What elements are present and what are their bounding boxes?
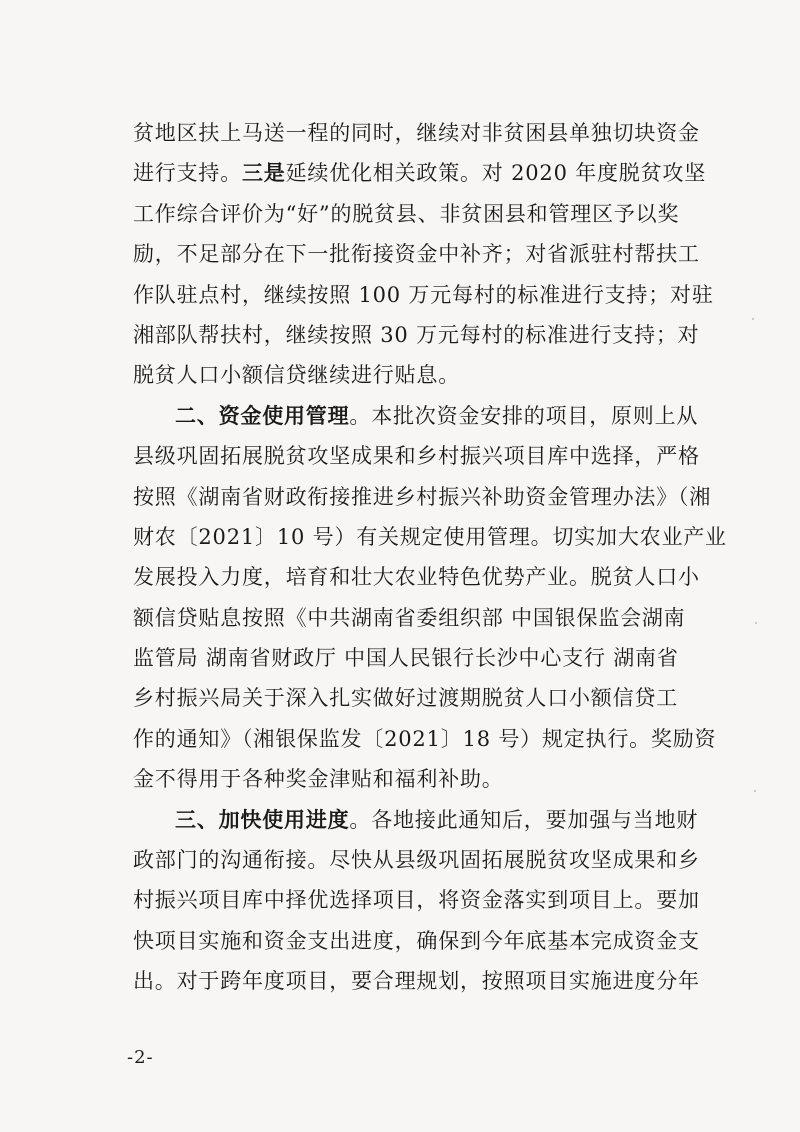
scan-mark: [752, 318, 754, 320]
paragraph-heading-line: [133, 396, 699, 436]
text-line: [133, 678, 678, 718]
text-segment: 工作综合评价为“好”的脱贫县、非贫困县和管理区予以奖: [133, 201, 680, 226]
text-segment: 。本批次资金安排的项目，原则上从: [349, 403, 699, 428]
text-segment: 监管局 湖南省财政厅 中国人民银行长沙中心支行 湖南省: [133, 646, 679, 671]
text-line: [133, 921, 700, 961]
text-segment: 。各地接此通知后，要加强与当地财: [349, 807, 699, 832]
text-segment: 金不得用于各种奖金津贴和福利补助。: [133, 767, 504, 792]
text-line: [133, 598, 686, 638]
text-segment: 发展投入力度，培育和壮大农业特色优势产业。脱贫人口小: [133, 565, 700, 590]
text-segment: 村振兴项目库中择优选择项目，将资金落实到项目上。要加: [133, 888, 700, 913]
bold-text-segment: 三、加快使用进度: [175, 806, 350, 832]
text-segment: 县级巩固拓展脱贫攻坚成果和乡村振兴项目库中选择，严格: [133, 444, 700, 469]
text-segment: 乡村振兴局关于深入扎实做好过渡期脱贫人口小额信贷工: [133, 686, 678, 711]
text-line: [133, 153, 707, 193]
text-segment: 按照《湖南省财政衔接推进乡村振兴补助资金管理办法》（湘: [133, 484, 712, 509]
text-segment: 湘部队帮扶村，继续按照 30 万元每村的标准进行支持；对: [133, 322, 700, 347]
text-line: [133, 113, 700, 153]
text-segment: 脱贫人口小额信贷继续进行贴息。: [133, 363, 460, 388]
text-line: [133, 880, 700, 920]
document-body: [133, 113, 727, 1002]
text-line: [133, 840, 700, 880]
page-number: -2-: [127, 1047, 154, 1068]
text-line: [133, 275, 714, 315]
text-segment: 贫地区扶上马送一程的同时，继续对非贫困县单独切块资金: [133, 121, 700, 145]
text-line: [133, 234, 700, 274]
text-segment: 出。对于跨年度项目，要合理规划，按照项目实施进度分年: [133, 969, 700, 994]
text-segment: 财农〔2021〕10 号）有关规定使用管理。切实加大农业产业: [133, 524, 727, 549]
text-line: [133, 355, 669, 395]
scan-mark: [754, 790, 756, 792]
text-line: [133, 638, 679, 678]
text-segment: 作的通知》（湘银保监发〔2021〕18 号）规定执行。奖励资: [133, 726, 717, 751]
scan-mark: [755, 622, 757, 624]
text-segment: 作队驻点村，继续按照 100 万元每村的标准进行支持；对驻: [133, 282, 714, 307]
text-segment: 政部门的沟通衔接。尽快从县级巩固拓展脱贫攻坚成果和乡: [133, 848, 700, 873]
text-segment: 延续优化相关政策。对 2020 年度脱贫攻坚: [285, 161, 707, 186]
text-segment: 进行支持。: [133, 161, 242, 186]
text-line: [133, 759, 669, 799]
text-line: [133, 961, 700, 1001]
text-segment: 快项目实施和资金支出进度，确保到今年底基本完成资金支: [133, 928, 700, 953]
text-segment: 额信贷贴息按照《中共湖南省委组织部 中国银保监会湖南: [133, 605, 686, 630]
text-line: [133, 194, 680, 234]
text-line: [133, 719, 717, 759]
bold-text-segment: 三是: [242, 160, 286, 186]
bold-text-segment: 二、资金使用管理: [175, 402, 350, 428]
paragraph-heading-line: [133, 800, 699, 840]
text-line: [133, 436, 700, 476]
text-line: [133, 557, 700, 597]
text-segment: 励，不足部分在下一批衔接资金中补齐；对省派驻村帮扶工: [133, 242, 700, 267]
text-line: [133, 517, 727, 557]
text-line: [133, 477, 712, 517]
text-line: [133, 315, 700, 355]
